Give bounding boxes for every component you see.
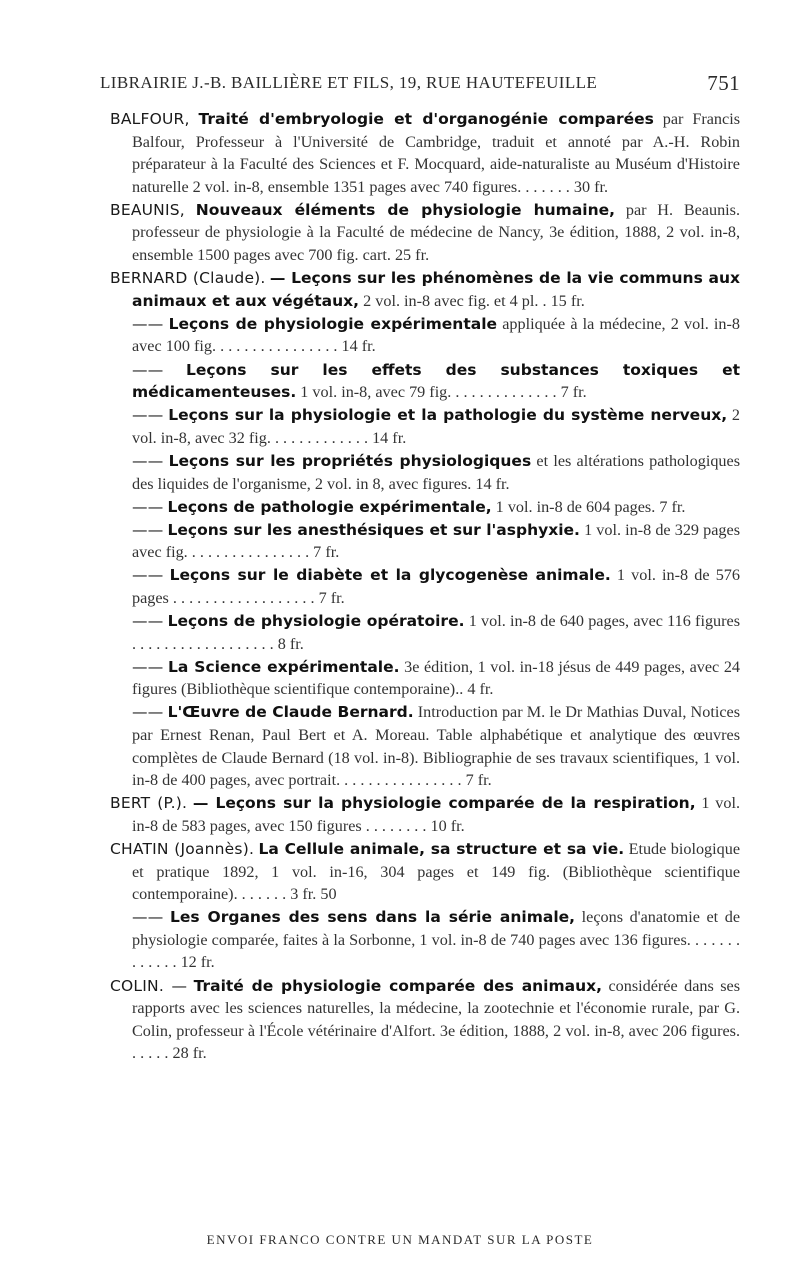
entry-dash: ——	[132, 612, 164, 631]
catalog-entry	[110, 656, 740, 701]
catalog-entry	[110, 701, 740, 791]
catalog-entry	[110, 975, 740, 1065]
entry-dash: ——	[132, 497, 164, 516]
catalog-entry	[110, 199, 740, 267]
entry-dash: ——	[132, 314, 164, 333]
catalog-entry	[110, 610, 740, 655]
entry-description: 1 vol. in-8 de 583 pages, avec 150 figures . . . . . . . . 10 fr.	[132, 794, 740, 835]
entry-dash: ——	[132, 520, 164, 539]
running-head: LIBRAIRIE J.-B. BAILLIÈRE ET FILS, 19, RUE HAUTEFEUILLE	[100, 73, 598, 92]
catalog-entry	[110, 359, 740, 404]
catalog-entry	[110, 267, 740, 312]
entry-description: et les altérations pathologiques des liquides de l'organisme, 2 vol. in 8, avec figures. 14 fr.	[132, 451, 741, 493]
catalog-entry	[110, 838, 740, 906]
entry-title: Leçons de pathologie expérimentale,	[167, 497, 492, 516]
entry-title: Leçons de physiologie opératoire.	[167, 612, 465, 631]
catalog-entry	[110, 108, 740, 198]
entry-dash: ——	[132, 451, 164, 470]
catalog-entry	[110, 450, 740, 495]
entry-description: 1 vol. in-8 de 604 pages. 7 fr.	[495, 497, 686, 516]
entry-title: — Leçons sur les phénomènes de la vie communs aux animaux et aux végétaux,	[132, 269, 740, 310]
entry-title: Leçons sur la physiologie et la pathologie du système nerveux,	[168, 406, 728, 425]
entry-author: BALFOUR,	[110, 110, 190, 128]
entry-author: COLIN. —	[110, 976, 188, 995]
entry-description: Introduction par M. le Dr Mathias Duval, Notices par Ernest Renan, Paul Bert et A. Moreau. Table alphabétique et analytique des œuvres complètes de Claude Bernard (18 vol. in-8). Bibliographie de ses travaux scientifiques, 1 vol. in-8 de 400 pages, avec portrait. . . . . . . . . . . . . . . . 7 fr.	[132, 703, 741, 790]
entry-description: par H. Beaunis. professeur de physiologie à la Faculté de médecine de Nancy, 3e édition, 1888, 2 vol. in-8, ensemble 1500 pages avec 700 fig. cart. 25 fr.	[132, 200, 741, 265]
entry-description: 2 vol. in-8 avec fig. et 4 pl. . 15 fr.	[363, 291, 585, 310]
catalog-entry	[110, 496, 740, 519]
entry-dash: ——	[132, 406, 164, 425]
catalog-entries	[110, 108, 740, 1065]
entry-dash: ——	[132, 703, 164, 722]
entry-title: Leçons sur le diabète et la glycogenèse animale.	[169, 566, 611, 585]
entry-title: L'Œuvre de Claude Bernard.	[167, 703, 414, 722]
entry-description: 1 vol. in-8, avec 79 fig. . . . . . . . . . . . . . 7 fr.	[300, 383, 587, 402]
entry-title: Traité d'embryologie et d'organogénie comparées	[198, 110, 654, 128]
entry-dash: ——	[132, 908, 164, 927]
entry-description: 1 vol. in-8 de 329 pages avec fig. . . . . . . . . . . . . . . . 7 fr.	[132, 520, 740, 562]
entry-description: 2 vol. in-8, avec 32 fig. . . . . . . . . . . . . 14 fr.	[132, 406, 741, 447]
entry-title: Leçons de physiologie expérimentale	[168, 314, 498, 333]
entry-description: par Francis Balfour, Professeur à l'Université de Cambridge, traduit et annoté par A.-H. Robin préparateur à la Faculté des Sciences et F. Mocquard, aide-naturaliste au Muséum d'Histoire naturelle 2 vol. in-8, ensemble 1351 pages avec 740 figures. . . . . . . 30 fr.	[132, 110, 740, 196]
entry-dash: ——	[132, 360, 164, 379]
catalog-entry	[110, 564, 740, 609]
entry-title: Leçons sur les anesthésiques et sur l'asphyxie.	[167, 520, 580, 539]
entry-title: Leçons sur les propriétés physiologiques	[168, 451, 532, 470]
entry-title: La Science expérimentale.	[168, 657, 400, 676]
catalog-entry	[110, 906, 740, 974]
entry-title: Les Organes des sens dans la série animale,	[170, 908, 576, 927]
entry-description: 1 vol. in-8 de 576 pages . . . . . . . . . . . . . . . . . . 7 fr.	[132, 566, 740, 607]
catalog-entry	[110, 792, 740, 837]
page-footer: ENVOI FRANCO CONTRE UN MANDAT SUR LA POSTE	[206, 1232, 594, 1247]
entry-author: CHATIN (Joannès).	[110, 840, 255, 858]
entry-description: Etude biologique et pratique 1892, 1 vol. in-16, 304 pages et 149 fig. (Bibliothèque scientifique contemporaine). . . . . . . 3 fr. 50	[132, 840, 741, 904]
entry-author: BEAUNIS,	[110, 200, 185, 219]
catalog-entry	[110, 404, 740, 449]
entry-title: La Cellule animale, sa structure et sa vie.	[258, 840, 625, 858]
entry-author: BERT (P.).	[110, 794, 188, 813]
entry-description: considérée dans ses rapports avec les sciences naturelles, la médecine, la zootechnie et l'économie rurale, par G. Colin, professeur à l'École vétérinaire d'Alfort. 3e édition, 1888, 2 vol. in-8, avec 206 figures. . . . . . 28 fr.	[132, 976, 741, 1063]
catalog-entry	[110, 313, 740, 358]
entry-description: leçons d'anatomie et de physiologie comparée, faites à la Sorbonne, 1 vol. in-8 de 740 pages avec 136 figures. . . . . . . . . . . . . 12 fr.	[132, 908, 741, 972]
entry-dash: ——	[132, 566, 164, 585]
page-header	[100, 73, 740, 97]
entry-author: BERNARD (Claude).	[110, 269, 266, 288]
entry-description: 3e édition, 1 vol. in-18 jésus de 449 pages, avec 24 figures (Bibliothèque scientifique contemporaine).. 4 fr.	[132, 657, 741, 699]
entry-dash: ——	[132, 657, 164, 676]
entry-description: appliquée à la médecine, 2 vol. in-8 avec 100 fig. . . . . . . . . . . . . . . . 14 fr.	[132, 314, 741, 356]
entry-title: Leçons sur les effets des substances toxiques et médicamenteuses.	[132, 360, 740, 402]
catalog-entry	[110, 519, 740, 564]
entry-title: Nouveaux éléments de physiologie humaine,	[195, 200, 616, 219]
entry-title: — Leçons sur la physiologie comparée de la respiration,	[192, 794, 696, 813]
page-number: 751	[707, 71, 740, 95]
entry-title: Traité de physiologie comparée des animaux,	[193, 976, 603, 995]
entry-description: 1 vol. in-8 de 640 pages, avec 116 figures . . . . . . . . . . . . . . . . . . 8 fr.	[132, 612, 741, 653]
